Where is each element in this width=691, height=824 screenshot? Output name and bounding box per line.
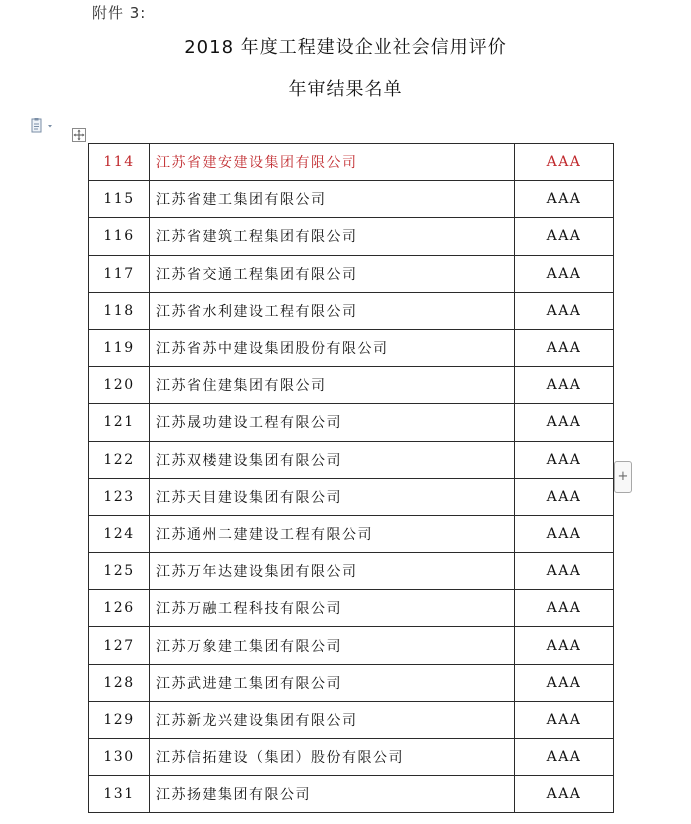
row-number: 131 (89, 776, 150, 813)
table-row (89, 739, 614, 776)
credit-rating: AAA (515, 515, 614, 552)
row-number: 119 (89, 329, 150, 366)
row-number: 122 (89, 441, 150, 478)
company-name: 江苏省苏中建设集团股份有限公司 (150, 329, 515, 366)
row-number: 128 (89, 664, 150, 701)
company-name: 江苏万融工程科技有限公司 (150, 590, 515, 627)
company-name: 江苏新龙兴建设集团有限公司 (150, 701, 515, 738)
table-move-handle-icon[interactable] (72, 127, 86, 141)
row-number: 118 (89, 292, 150, 329)
credit-rating: AAA (515, 739, 614, 776)
table-row (89, 292, 614, 329)
company-name: 江苏天目建设集团有限公司 (150, 478, 515, 515)
table-row (89, 627, 614, 664)
result-table-body (89, 144, 614, 813)
company-name: 江苏省建工集团有限公司 (150, 181, 515, 218)
company-name: 江苏万象建工集团有限公司 (150, 627, 515, 664)
table-row (89, 181, 614, 218)
credit-rating: AAA (515, 664, 614, 701)
row-number: 121 (89, 404, 150, 441)
row-number: 114 (89, 144, 150, 181)
credit-rating: AAA (515, 292, 614, 329)
row-number: 124 (89, 515, 150, 552)
table-row (89, 515, 614, 552)
table-row (89, 664, 614, 701)
company-name: 江苏省水利建设工程有限公司 (150, 292, 515, 329)
credit-rating: AAA (515, 478, 614, 515)
result-table (88, 143, 614, 813)
company-name: 江苏双楼建设集团有限公司 (150, 441, 515, 478)
table-row (89, 329, 614, 366)
row-number: 130 (89, 739, 150, 776)
row-number: 116 (89, 218, 150, 255)
paste-options-icon[interactable] (30, 118, 56, 134)
company-name: 江苏通州二建建设工程有限公司 (150, 515, 515, 552)
credit-rating: AAA (515, 367, 614, 404)
credit-rating: AAA (515, 255, 614, 292)
credit-rating: AAA (515, 329, 614, 366)
credit-rating: AAA (515, 441, 614, 478)
row-number: 125 (89, 553, 150, 590)
document-title: 2018 年度工程建设企业社会信用评价 (184, 37, 507, 58)
company-name: 江苏省建安建设集团有限公司 (150, 144, 515, 181)
table-row (89, 590, 614, 627)
table-row (89, 255, 614, 292)
row-number: 115 (89, 181, 150, 218)
company-name: 江苏晟功建设工程有限公司 (150, 404, 515, 441)
table-row (89, 367, 614, 404)
company-name: 江苏信拓建设（集团）股份有限公司 (150, 739, 515, 776)
table-row (89, 218, 614, 255)
row-number: 117 (89, 255, 150, 292)
company-name: 江苏万年达建设集团有限公司 (150, 553, 515, 590)
credit-rating: AAA (515, 553, 614, 590)
credit-rating: AAA (515, 776, 614, 813)
row-number: 127 (89, 627, 150, 664)
table-row (89, 404, 614, 441)
table-row (89, 441, 614, 478)
company-name: 江苏扬建集团有限公司 (150, 776, 515, 813)
credit-rating: AAA (515, 404, 614, 441)
credit-rating: AAA (515, 590, 614, 627)
company-name: 江苏省建筑工程集团有限公司 (150, 218, 515, 255)
table-row (89, 553, 614, 590)
add-row-icon[interactable]: + (614, 461, 632, 493)
table-row (89, 701, 614, 738)
credit-rating: AAA (515, 181, 614, 218)
row-number: 123 (89, 478, 150, 515)
document-subtitle: 年审结果名单 (288, 79, 403, 100)
attachment-label: 附件 3: (92, 4, 147, 22)
table-row (89, 144, 614, 181)
table-row (89, 478, 614, 515)
credit-rating: AAA (515, 218, 614, 255)
table-row (89, 776, 614, 813)
row-number: 126 (89, 590, 150, 627)
company-name: 江苏省住建集团有限公司 (150, 367, 515, 404)
row-number: 120 (89, 367, 150, 404)
company-name: 江苏省交通工程集团有限公司 (150, 255, 515, 292)
credit-rating: AAA (515, 144, 614, 181)
company-name: 江苏武进建工集团有限公司 (150, 664, 515, 701)
credit-rating: AAA (515, 701, 614, 738)
row-number: 129 (89, 701, 150, 738)
credit-rating: AAA (515, 627, 614, 664)
